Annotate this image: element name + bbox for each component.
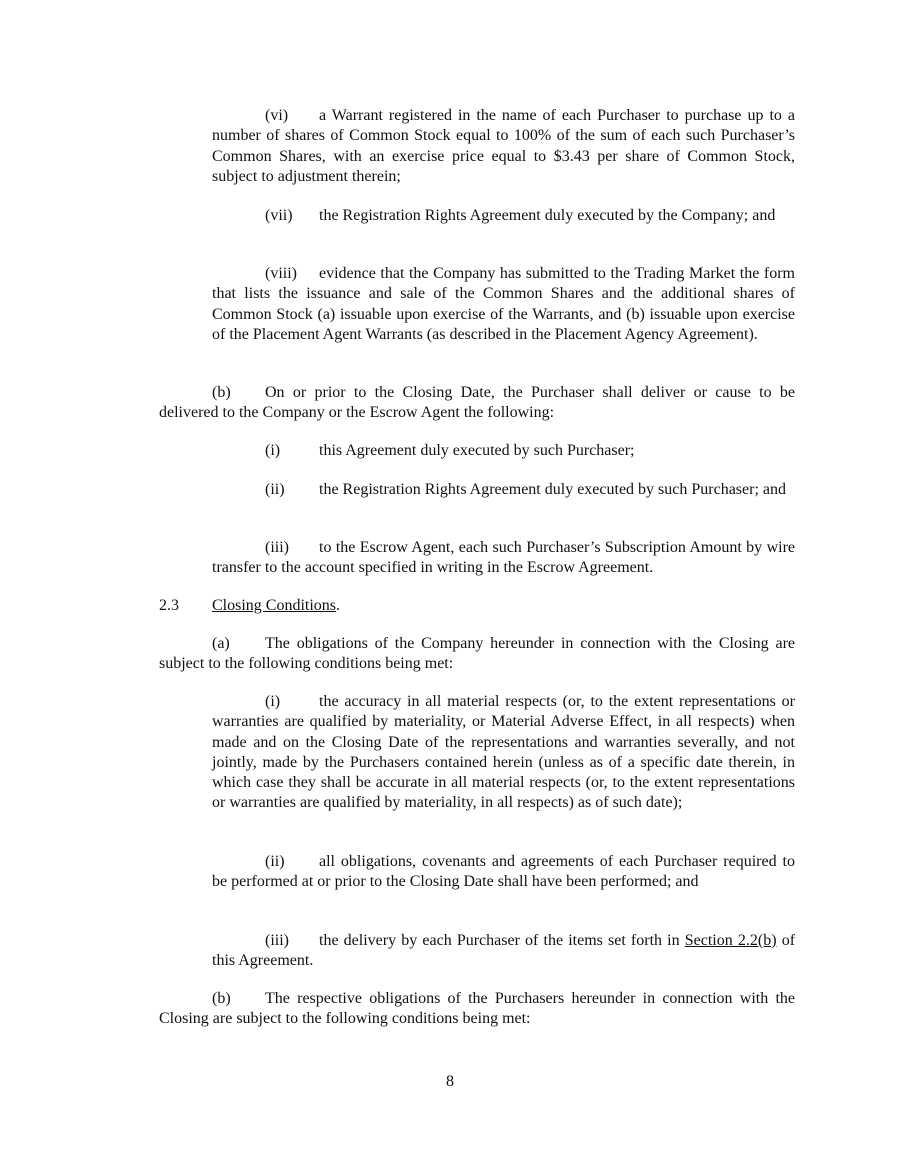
clause-label: (ii) — [265, 853, 285, 870]
clause-text: On or prior to the Closing Date, the Purchaser shall deliver or cause to be delivered to the Company or the Escrow Agent the following: — [159, 384, 795, 422]
clause-2-2-a-vi — [212, 106, 795, 187]
clause-2-2-b-ii — [212, 480, 795, 500]
page-number: 8 — [446, 1073, 454, 1090]
clause-text: The respective obligations of the Purchasers hereunder in connection with the Closing are subject to the following conditions being met: — [159, 990, 795, 1028]
clause-text: this Agreement duly executed by such Purchaser; — [319, 442, 635, 459]
clause-2-3-a-iii — [212, 931, 795, 972]
clause-label: (iii) — [265, 539, 289, 556]
clause-2-2-b-i — [212, 441, 795, 461]
clause-text-after: of this Agreement. — [212, 932, 796, 970]
clause-2-2-a-viii — [212, 264, 795, 345]
clause-text: the accuracy in all material respects (or, to the extent representations or warranties are qualified by materiality, or Material Adverse Effect, in all respects) when made and on the Closing Date of the representations and warranties severally, and not jointly, made by the Purchasers contained herein (unless as of a specific date therein, in which case they shall be accurate in all material respects (or, to the extent representations or warranties are qualified by materiality, in all respects) as of such date); — [212, 693, 795, 812]
clause-label: (b) — [212, 384, 231, 401]
clause-text: all obligations, covenants and agreements of each Purchaser required to be performed at or prior to the Closing Date shall have been performed; and — [212, 853, 795, 891]
clause-2-3-a-ii — [212, 852, 795, 893]
clause-text: the Registration Rights Agreement duly executed by such Purchaser; and — [319, 481, 786, 498]
clause-text: the Registration Rights Agreement duly executed by the Company; and — [319, 207, 776, 224]
clause-text-before: the delivery by each Purchaser of the items set forth in — [319, 932, 680, 949]
clause-2-3-b — [159, 989, 795, 1030]
clause-2-2-b-iii — [212, 538, 795, 579]
section-reference-link[interactable]: Section 2.2(b) — [684, 932, 777, 949]
section-title — [212, 596, 340, 616]
clause-label: (viii) — [265, 265, 297, 282]
clause-label: (a) — [212, 635, 230, 652]
clause-text: The obligations of the Company hereunder in connection with the Closing are subject to the following conditions being met: — [159, 635, 795, 673]
section-title-period: . — [336, 597, 341, 614]
clause-2-3-a — [159, 634, 795, 675]
clause-label: (vii) — [265, 207, 293, 224]
clause-text: to the Escrow Agent, each such Purchaser’s Subscription Amount by wire transfer to the account specified in writing in the Escrow Agreement. — [212, 539, 795, 577]
clause-label: (vi) — [265, 107, 289, 124]
clause-2-2-a-vii — [212, 206, 795, 226]
clause-label: (ii) — [265, 481, 285, 498]
section-title-text: Closing Conditions — [212, 597, 337, 614]
clause-label: (i) — [265, 442, 281, 459]
clause-label: (iii) — [265, 932, 289, 949]
clause-text: a Warrant registered in the name of each Purchaser to purchase up to a number of shares of Common Stock equal to 100% of the sum of each such Purchaser’s Common Shares, with an exercise price equal to $3.43 per share of Common Stock, subject to adjustment therein; — [212, 107, 795, 185]
section-number: 2.3 — [159, 597, 179, 614]
clause-2-2-b — [159, 383, 795, 424]
clause-text: evidence that the Company has submitted to the Trading Market the form that lists the issuance and sale of the Common Shares and the additional shares of Common Stock (a) issuable upon exercise of the Warrants, and (b) issuable upon exercise of the Placement Agent Warrants (as described in the Placement Agency Agreement). — [212, 265, 795, 343]
clause-2-3-a-i — [212, 692, 795, 814]
clause-label: (i) — [265, 693, 281, 710]
clause-label: (b) — [212, 990, 231, 1007]
